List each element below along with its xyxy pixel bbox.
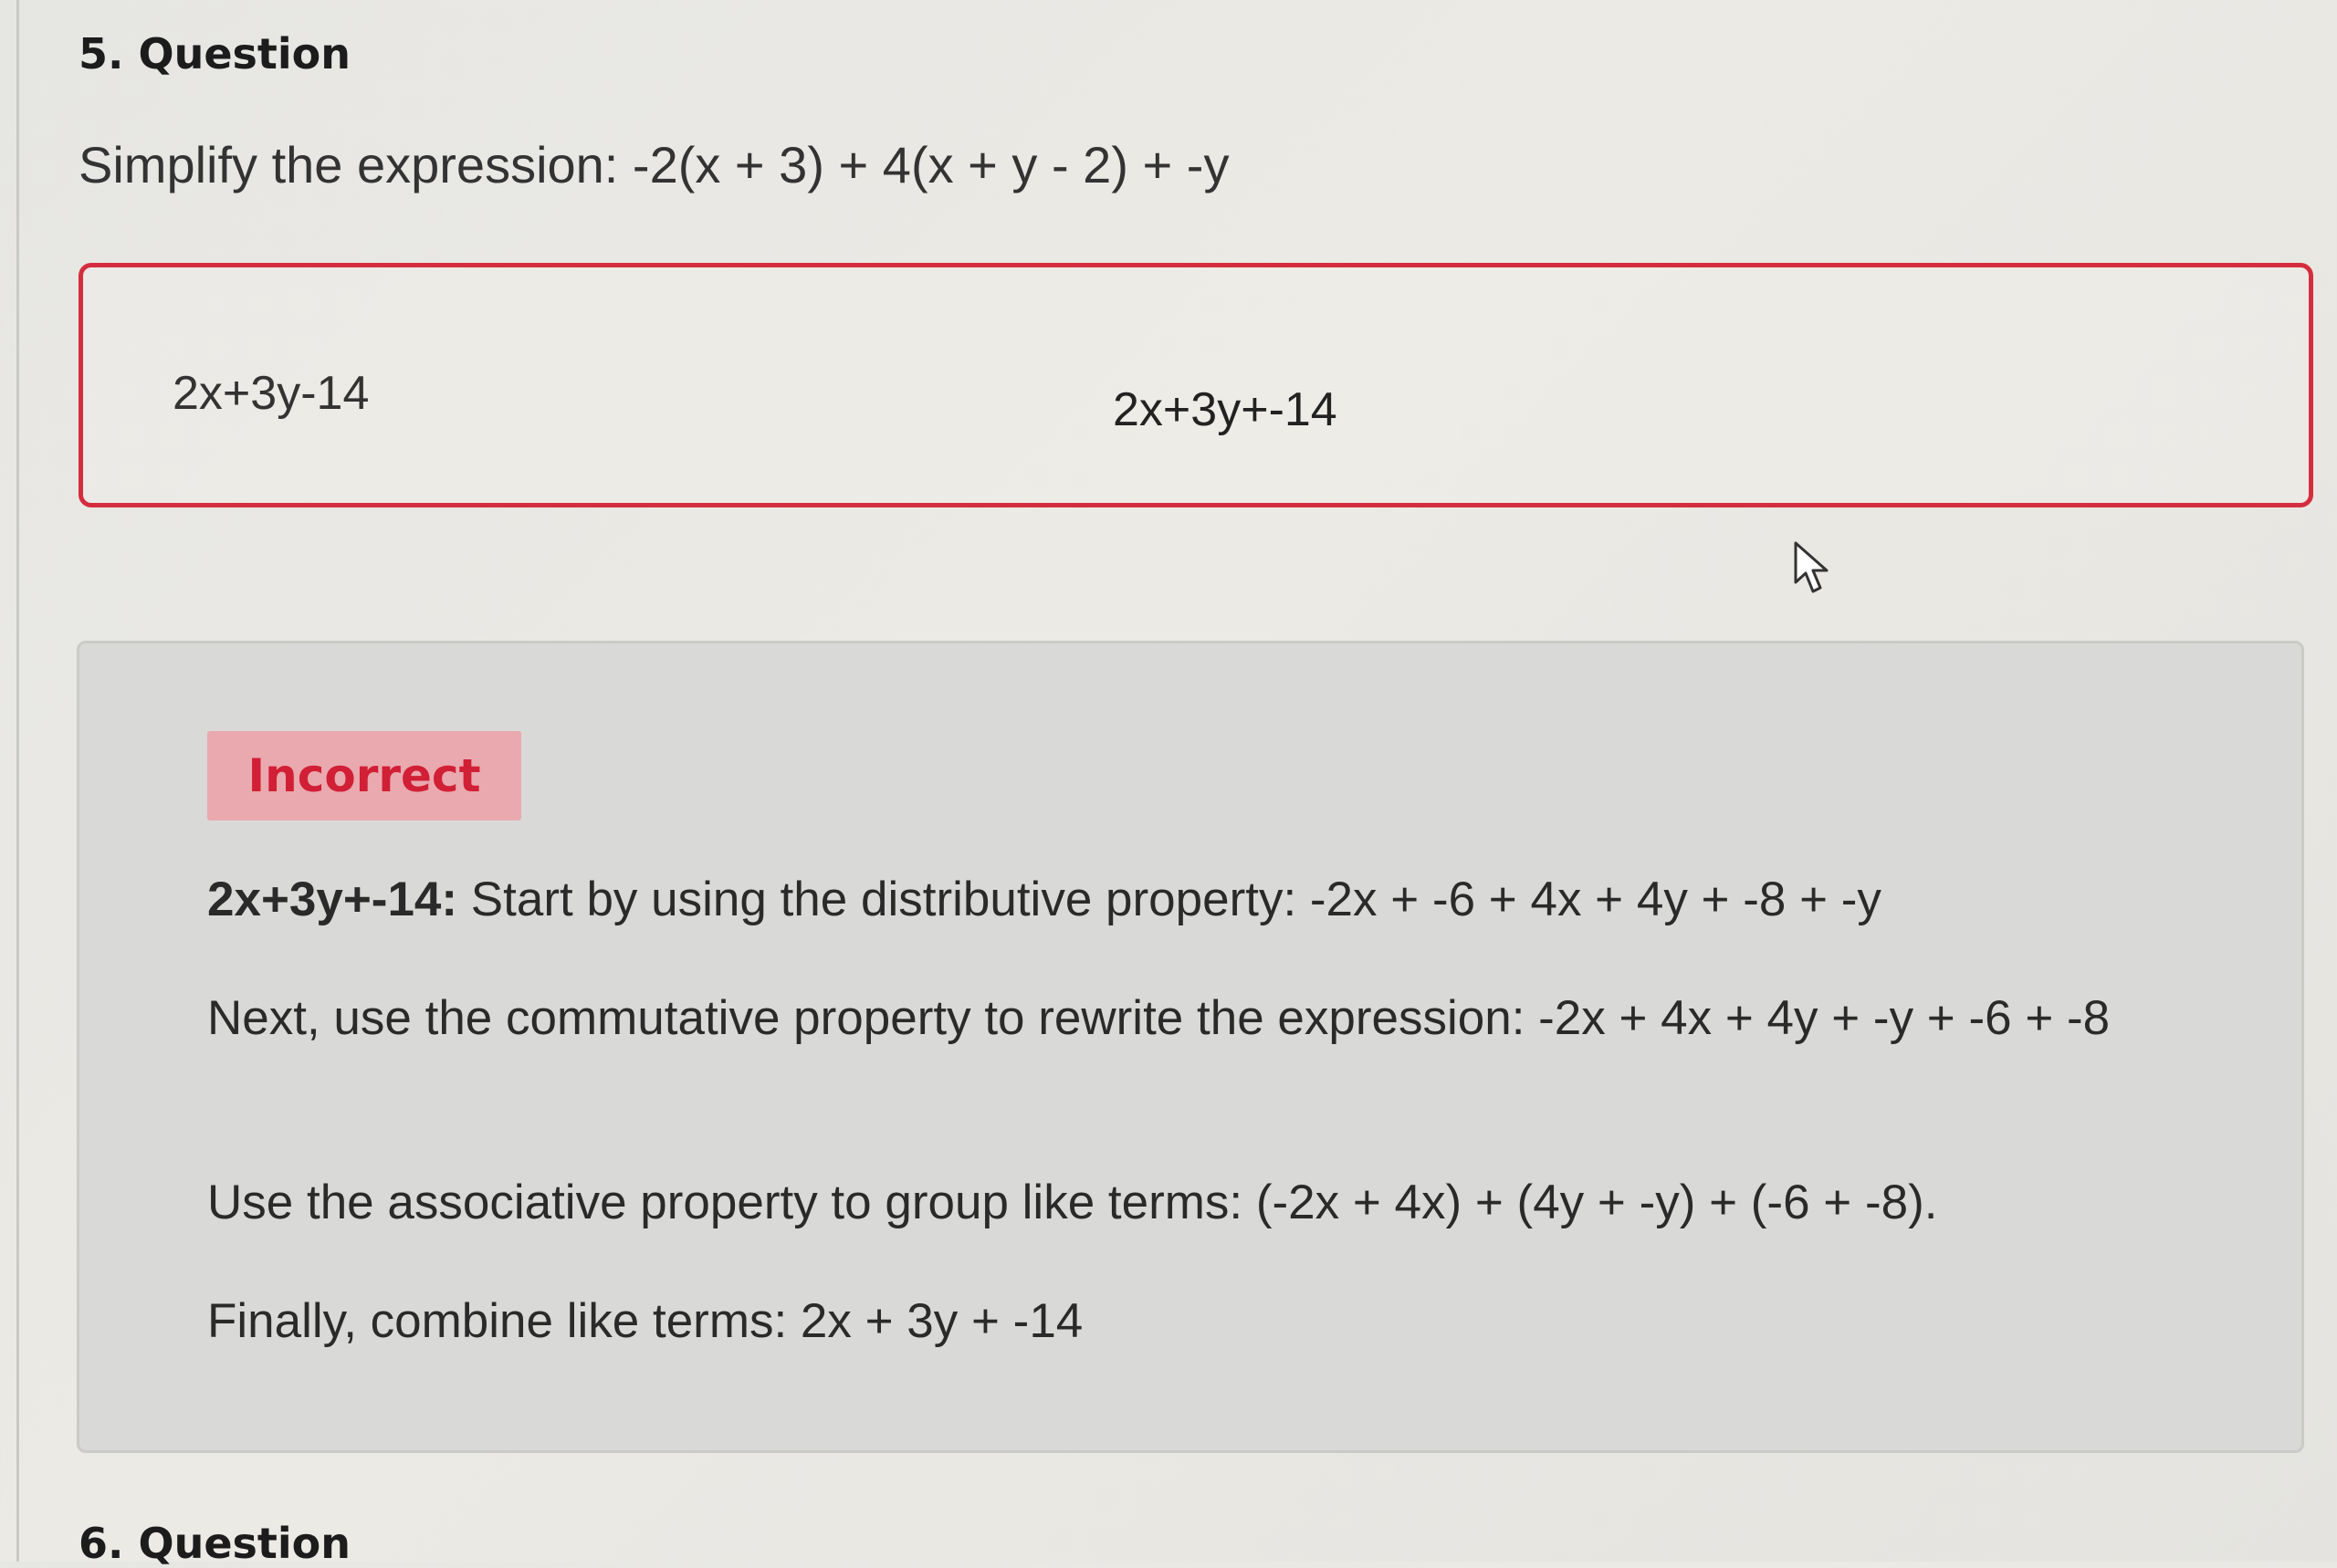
question-6-heading: 6. Question xyxy=(79,1519,351,1568)
incorrect-badge: Incorrect xyxy=(207,731,521,821)
mouse-pointer-icon xyxy=(1793,540,1831,595)
question-5-heading: 5. Question xyxy=(79,29,351,78)
question-5-prompt: Simplify the expression: -2(x + 3) + 4(x + y - 2) + -y xyxy=(79,136,1230,193)
left-border xyxy=(16,0,19,1562)
feedback-panel xyxy=(77,641,2304,1453)
answer-option-correct[interactable]: 2x+3y-14 xyxy=(173,367,370,420)
feedback-step-combine: Finally, combine like terms: 2x + 3y + -14 xyxy=(207,1294,1084,1348)
answer-options-box xyxy=(79,263,2313,507)
answer-option-selected[interactable]: 2x+3y+-14 xyxy=(1113,383,1337,436)
feedback-step-commutative: Next, use the commutative property to rewrite the expression: -2x + 4x + 4y + -y + -6 + -8 xyxy=(207,991,2111,1045)
feedback-step-1-text: Start by using the distributive property: -2x + -6 + 4x + 4y + -8 + -y xyxy=(470,873,1881,926)
feedback-step-distributive xyxy=(207,870,2197,930)
feedback-step-associative: Use the associative property to group like terms: (-2x + 4x) + (4y + -y) + (-6 + -8). xyxy=(207,1176,1938,1229)
feedback-answer-label: 2x+3y+-14: xyxy=(207,873,458,926)
